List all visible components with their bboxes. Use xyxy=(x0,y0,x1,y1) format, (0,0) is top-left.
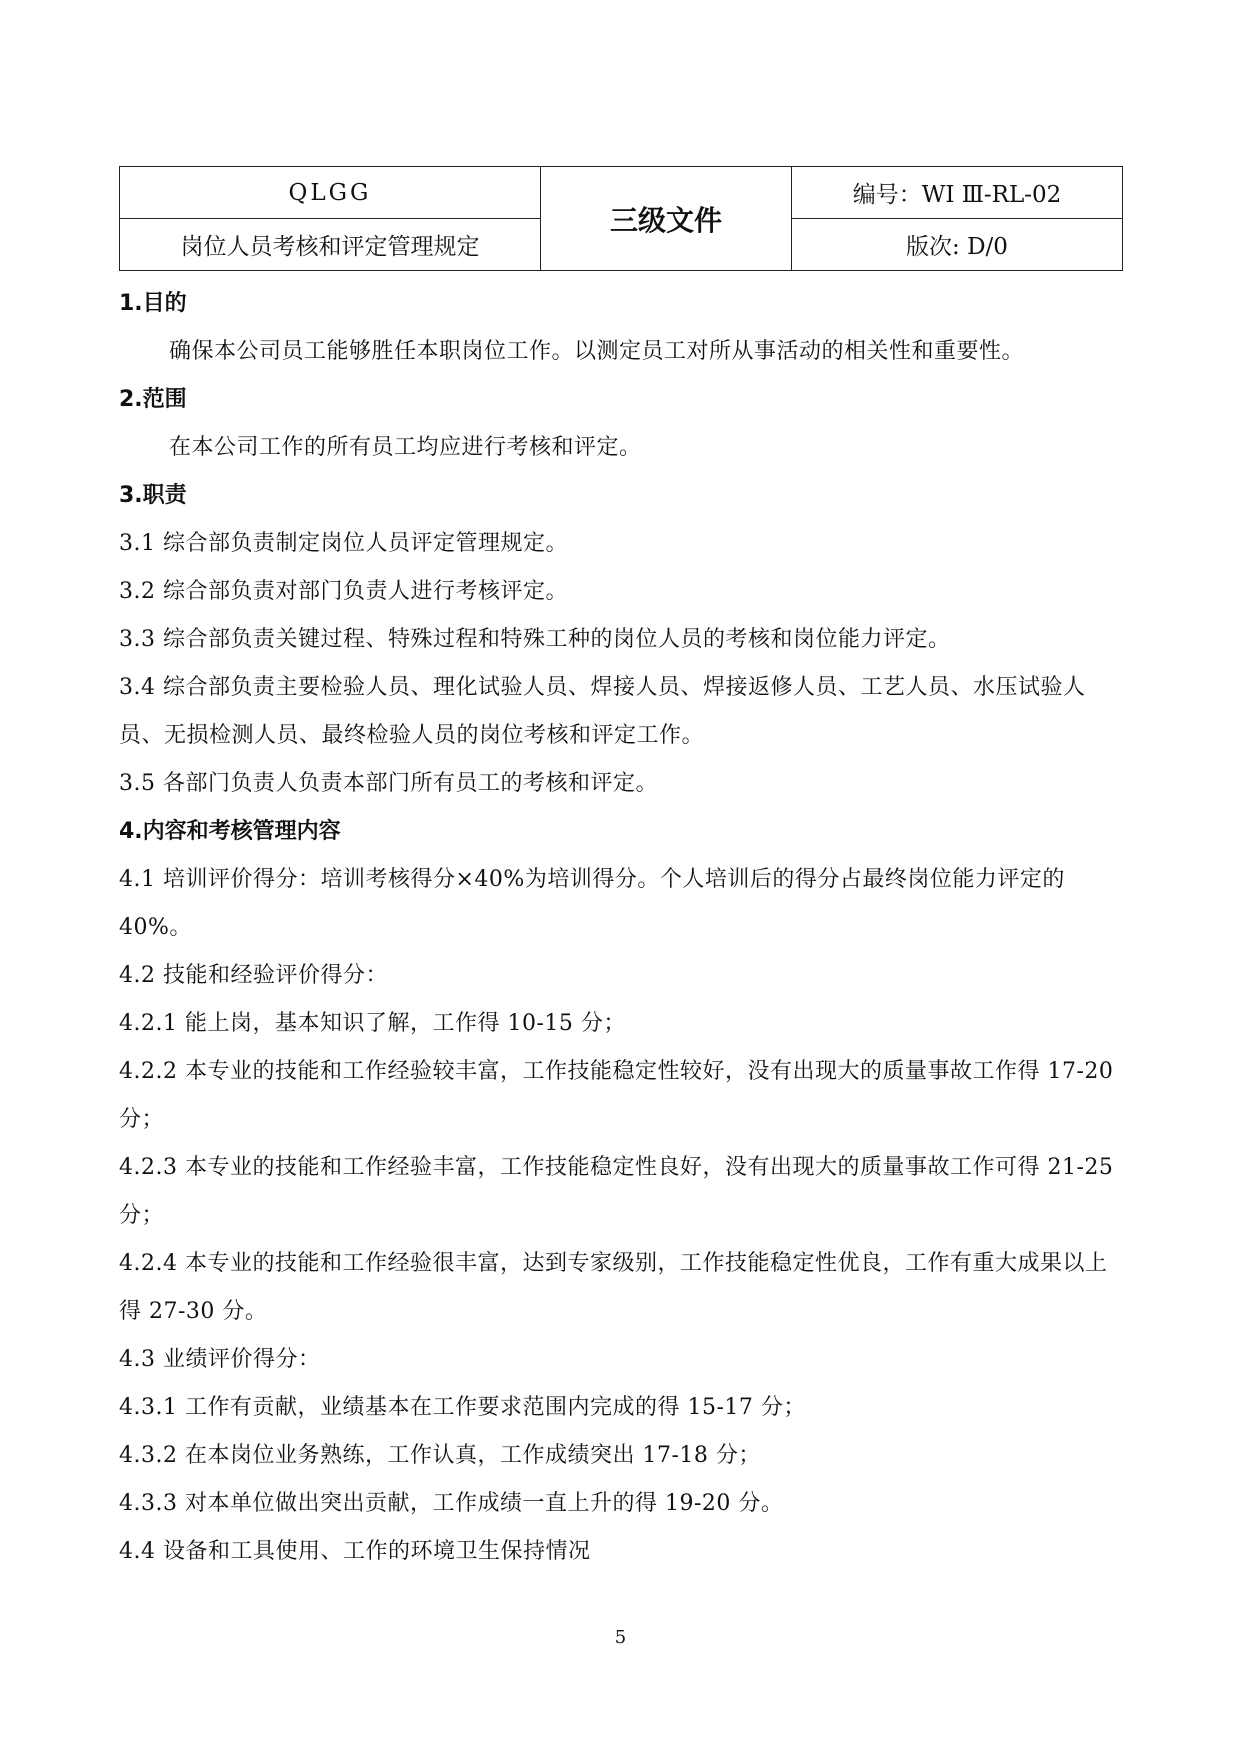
document-level: 三级文件 xyxy=(541,167,792,271)
clause-4-3-3: 4.3.3 对本单位做出突出贡献，工作成绩一直上升的得 19-20 分。 xyxy=(119,1491,784,1516)
clause-4-2-2: 4.2.2 本专业的技能和工作经验较丰富，工作技能稳定性较好，没有出现大的质量事故工作得 17-20 分； xyxy=(119,1059,1114,1132)
document-number: 编号：WI Ⅲ-RL-02 xyxy=(792,167,1123,219)
document-header-table xyxy=(119,166,1123,271)
clause-3-4: 3.4 综合部负责主要检验人员、理化试验人员、焊接人员、焊接返修人员、工艺人员、水压试验人员、无损检测人员、最终检验人员的岗位考核和评定工作。 xyxy=(119,675,1086,748)
clause-4-2-1: 4.2.1 能上岗，基本知识了解，工作得 10-15 分； xyxy=(119,1011,626,1036)
document-title: 岗位人员考核和评定管理规定 xyxy=(120,219,541,271)
clause-3-5: 3.5 各部门负责人负责本部门所有员工的考核和评定。 xyxy=(119,771,658,796)
clause-3-1: 3.1 综合部负责制定岗位人员评定管理规定。 xyxy=(119,531,568,556)
section-heading-scope: 2.范围 xyxy=(119,387,187,412)
section-heading-content: 4.内容和考核管理内容 xyxy=(119,819,341,844)
clause-3-3: 3.3 综合部负责关键过程、特殊过程和特殊工种的岗位人员的考核和岗位能力评定。 xyxy=(119,627,951,652)
page-number: 5 xyxy=(614,1627,627,1648)
document-body xyxy=(119,280,1122,1576)
clause-4-3-2: 4.3.2 在本岗位业务熟练，工作认真，工作成绩突出 17-18 分； xyxy=(119,1443,761,1468)
clause-4-2: 4.2 技能和经验评价得分： xyxy=(119,963,388,988)
paragraph-purpose: 确保本公司员工能够胜任本职岗位工作。以测定员工对所从事活动的相关性和重要性。 xyxy=(169,339,1025,364)
section-heading-purpose: 1.目的 xyxy=(119,291,187,316)
section-heading-responsibilities: 3.职责 xyxy=(119,483,187,508)
clause-4-3: 4.3 业绩评价得分： xyxy=(119,1347,321,1372)
clause-4-1: 4.1 培训评价得分：培训考核得分×40%为培训得分。个人培训后的得分占最终岗位能力评定的 40%。 xyxy=(119,867,1065,940)
clause-4-3-1: 4.3.1 工作有贡献，业绩基本在工作要求范围内完成的得 15-17 分； xyxy=(119,1395,806,1420)
clause-4-4: 4.4 设备和工具使用、工作的环境卫生保持情况 xyxy=(119,1539,591,1564)
document-version: 版次: D/0 xyxy=(792,219,1123,271)
paragraph-scope: 在本公司工作的所有员工均应进行考核和评定。 xyxy=(169,435,642,460)
clause-4-2-3: 4.2.3 本专业的技能和工作经验丰富，工作技能稳定性良好，没有出现大的质量事故工作可得 21-25 分； xyxy=(119,1155,1114,1228)
clause-4-2-4: 4.2.4 本专业的技能和工作经验很丰富，达到专家级别，工作技能稳定性优良，工作有重大成果以上得 27-30 分。 xyxy=(119,1251,1108,1324)
company-name: QLGG xyxy=(120,167,541,219)
clause-3-2: 3.2 综合部负责对部门负责人进行考核评定。 xyxy=(119,579,568,604)
